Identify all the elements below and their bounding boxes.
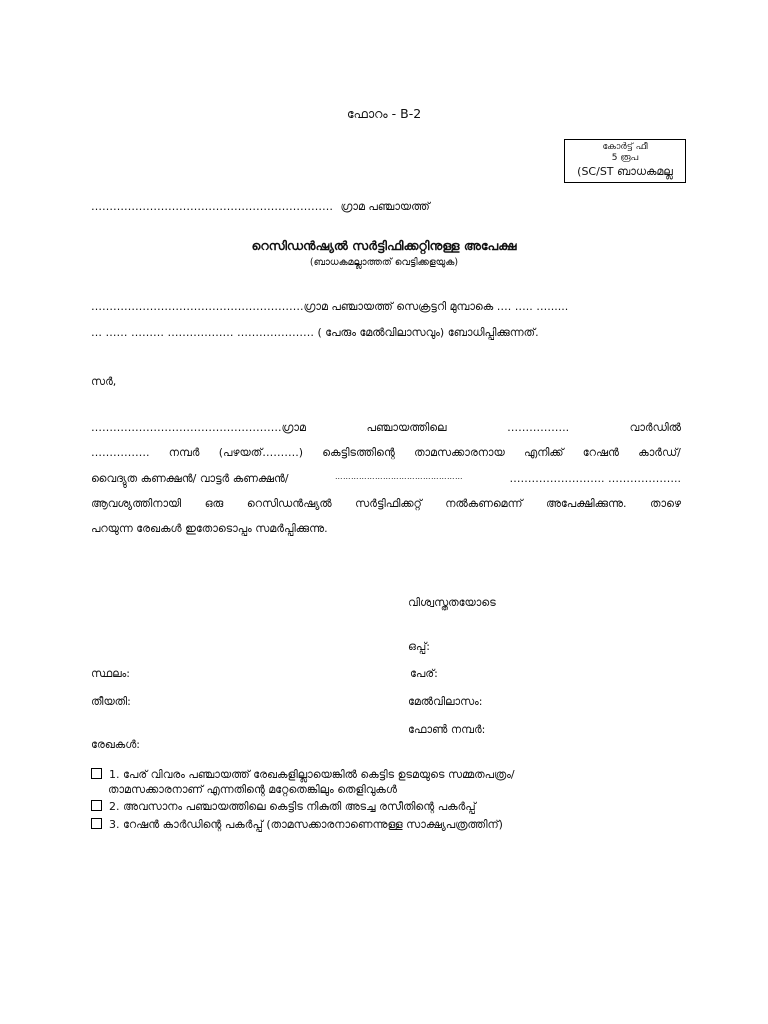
addressee-line-2: … …… ……… ……………… ………………… ( പേരും മേൽവിലാസവും) ബോധിപ്പിക്കുന്നത്. — [91, 326, 539, 339]
body-word: ……………. — [91, 446, 150, 459]
body-word: താഴെ — [650, 497, 681, 510]
body-word: നമ്പർ — [168, 446, 200, 459]
document-item-1-continued: താമസക്കാരനാണ് എന്നതിന്റെ മറ്റേതെങ്കിലും തെളിവുകൾ — [108, 783, 397, 796]
body-line-4 — [91, 497, 681, 511]
body-word: …………………………………………….ഗ്രാമ — [91, 421, 306, 434]
panchayat-name-line — [91, 200, 430, 214]
document-item-1 — [91, 768, 515, 782]
body-word: താമസക്കാരനായ — [414, 446, 505, 459]
addressee-line-1: ………………………………………………….ഗ്രാമ പഞ്ചായത്ത് സെക്രട്ടറി മുമ്പാകെ …. ….. …...... — [91, 300, 569, 313]
body-word: സർട്ടിഫിക്കറ്റ് — [355, 497, 422, 510]
closing-faithfully: വിശ്വസ്തതയോടെ — [408, 596, 496, 609]
court-fee-label: കോർട്ട് ഫീ — [602, 142, 648, 152]
document-text: 3. റേഷൻ കാർഡിന്റെ പകർപ്പ് (താമസക്കാരനാണെന്നുള്ള സാക്ഷ്യപത്രത്തിന്) — [109, 818, 503, 831]
salutation: സർ, — [91, 375, 117, 388]
body-word: അപേക്ഷിക്കുന്നു. — [545, 497, 627, 510]
panchayat-label: ഗ്രാമ പഞ്ചായത്ത് — [340, 200, 430, 213]
body-segment: …………………….. ……………….. — [509, 472, 681, 485]
documents-label: രേഖകൾ: — [91, 738, 141, 751]
body-word: എനിക്ക് — [524, 446, 564, 459]
body-line-1 — [91, 421, 681, 435]
body-word: റെസിഡൻഷ്യൽ — [246, 497, 332, 510]
court-fee-exemption: (SC/ST ബാധകമല്ല — [577, 165, 673, 178]
document-item-3 — [91, 818, 503, 832]
body-word: ആവശ്യത്തിനായി — [91, 497, 182, 510]
body-word: പഞ്ചായത്തിലെ — [366, 421, 447, 434]
checkbox[interactable] — [91, 818, 102, 829]
body-word: നൽകണമെന്ന് — [445, 497, 523, 510]
court-fee-amount: 5 രൂപ — [611, 153, 639, 163]
date-label: തീയതി: — [91, 695, 131, 708]
body-line-2 — [91, 446, 681, 460]
body-word: കെട്ടിടത്തിന്റെ — [322, 446, 395, 459]
body-word: റേഷൻ — [582, 446, 619, 459]
body-word: ഒരു — [204, 497, 224, 510]
place-label: സ്ഥലം: — [91, 667, 130, 680]
document-text: 1. പേര് വിവരം പഞ്ചായത്ത് രേഖകളില്ലായെങ്കിൽ കെട്ടിട ഉടമയുടെ സമ്മതപത്രം/ — [109, 768, 515, 781]
panchayat-blank: ………………………………………………………… — [91, 200, 333, 213]
form-number: ഫോറം - B-2 — [346, 106, 422, 121]
document-text: 2. അവസാനം പഞ്ചായത്തിലെ കെട്ടിട നികുതി അടച്ച രസീതിന്റെ പകർപ്പ് — [109, 800, 476, 813]
connection-blank: ………………………………………… — [335, 472, 464, 481]
document-item-2 — [91, 800, 476, 814]
signature-label: ഒപ്പ്: — [408, 640, 430, 653]
address-label: മേൽവിലാസം: — [408, 695, 483, 708]
checkbox[interactable] — [91, 800, 102, 811]
body-line-3 — [91, 472, 681, 486]
body-segment: വൈദ്യുത കണക്ഷൻ/ വാട്ടർ കണക്ഷൻ/ — [91, 472, 289, 485]
body-word: വാർഡിൽ — [629, 421, 681, 434]
phone-label: ഫോൺ നമ്പർ: — [408, 723, 486, 736]
form-title: റെസിഡൻഷ്യൽ സർട്ടിഫിക്കറ്റിനുള്ള അപേക്ഷ — [251, 238, 517, 253]
court-fee-box — [564, 139, 686, 183]
form-subtitle: (ബാധകമല്ലാത്തത് വെട്ടിക്കളയുക) — [309, 257, 459, 268]
name-label: പേര്: — [410, 667, 438, 680]
body-word: …………….. — [507, 421, 570, 434]
body-word: (പഴയത്……….) — [218, 446, 304, 459]
body-line-5: പറയുന്ന രേഖകൾ ഇതോടൊപ്പം സമർപ്പിക്കുന്നു. — [91, 522, 328, 535]
body-word: കാർഡ്/ — [638, 446, 681, 459]
checkbox[interactable] — [91, 768, 102, 779]
